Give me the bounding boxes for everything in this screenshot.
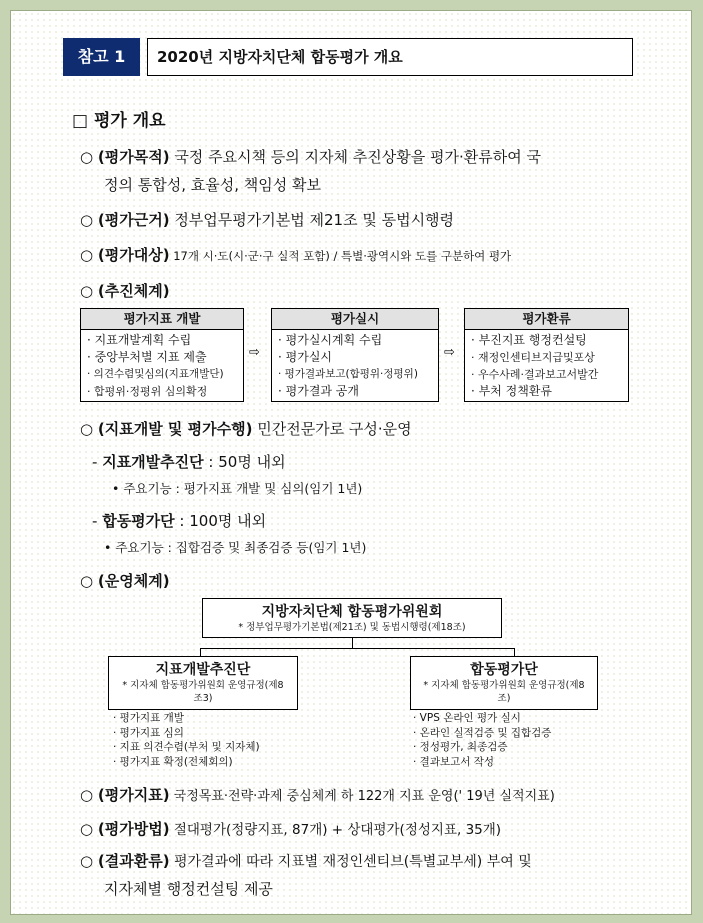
- org-right-title: 합동평가단: [470, 662, 538, 678]
- org-committee-title: 지방자치단체 합동평가위원회: [261, 604, 443, 620]
- flow-item: · 평가실시계획 수립: [278, 333, 383, 347]
- system-label: (추진체계): [97, 282, 170, 300]
- purpose-text: 국정 주요시책 등의 지자체 추진상황을 평가·환류하여 국: [169, 148, 541, 166]
- feedback-text: 평가결과에 따라 지표별 재정인센티브(특별교부세) 부여 및: [169, 854, 532, 870]
- feedback-text-cont: 지자체별 행정컨설팅 제공: [104, 880, 273, 898]
- item-dev: [80, 418, 412, 440]
- method-text: 절대평가(정량지표, 87개) + 상대평가(정성지표, 35개): [169, 822, 502, 838]
- org-list-item: · 평가지표 심의: [113, 726, 184, 739]
- section-heading: [72, 106, 166, 131]
- org-list-item: · 평가지표 개발: [113, 712, 184, 724]
- target-text: 17개 시·도(시·군·구 실적 포함) / 특별·광역시와 도를 구분하여 평가: [169, 249, 512, 263]
- circle-bullet: ○: [80, 420, 94, 438]
- dash: -: [92, 512, 98, 530]
- flow-item: · 평가결과보고(합평위·정평위): [278, 368, 418, 380]
- org-left-list: [113, 711, 260, 769]
- org-left-title: 지표개발추진단: [155, 662, 251, 678]
- circle-bullet: ○: [80, 852, 94, 870]
- org-right-box: [410, 656, 598, 710]
- circle-bullet: ○: [80, 246, 94, 264]
- org-list-item: · 지표 의견수렴(부처 및 지자체): [113, 741, 260, 753]
- flow-item: · 중앙부처별 지표 제출: [87, 350, 207, 364]
- org-list-item: · 온라인 실적검증 및 집합검증: [413, 726, 552, 739]
- flow-box-title: 평가지표 개발: [81, 309, 243, 330]
- indicator-label: (평가지표): [97, 786, 170, 804]
- org-list-item: · 정성평가, 최종검증: [413, 741, 508, 753]
- item-system: [80, 280, 170, 302]
- dash: -: [92, 453, 98, 471]
- org-left-box: [108, 656, 298, 710]
- flow-item: · 부처 정책환류: [471, 384, 552, 398]
- circle-bullet: ○: [80, 786, 94, 804]
- flow-item: · 합평위·정평위 심의확정: [87, 385, 208, 398]
- org-right-note: * 지자체 합동평가위원회 운영규정(제8: [423, 680, 585, 691]
- flow-item: · 지표개발계획 수립: [87, 333, 192, 347]
- team-duty: • 주요기능 : 평가지표 개발 및 심의(임기 1년): [112, 481, 363, 496]
- basis-text: 정부업무평가기본법 제21조 및 동법시행령: [169, 211, 455, 229]
- org-left-note: * 지자체 합동평가위원회 운영규정(제8: [122, 680, 284, 691]
- circle-bullet: ○: [80, 282, 94, 300]
- org-connector: [200, 648, 514, 649]
- org-committee-box: [202, 598, 502, 638]
- flow-box-title: 평가실시: [272, 309, 438, 330]
- org-left-note-cont: 조3): [193, 693, 213, 704]
- circle-bullet: ○: [80, 211, 94, 229]
- page-title: 2020년 지방자치단체 합동평가 개요: [147, 38, 633, 76]
- circle-bullet: ○: [80, 148, 94, 166]
- org-list-item: · 평가지표 확정(전체회의): [113, 755, 233, 768]
- flow-item: · 의견수렴및심의(지표개발단): [87, 368, 224, 380]
- reference-badge: 참고 1: [63, 38, 140, 76]
- org-right-list: [413, 711, 551, 769]
- flow-arrow: ⇨: [444, 345, 455, 360]
- team-name: 지표개발추진단: [102, 453, 204, 471]
- team-name: 합동평가단: [102, 512, 175, 530]
- team-size: : 100명 내외: [174, 512, 267, 530]
- team-indicator-dev: [92, 451, 286, 473]
- flow-item: · 부진지표 행정컨설팅: [471, 333, 587, 347]
- flow-item: · 우수사례·결과보고서발간: [471, 368, 599, 381]
- flow-arrow: ⇨: [249, 345, 260, 360]
- team-joint-eval: [92, 510, 266, 532]
- feedback-label: (결과환류): [97, 852, 170, 870]
- flow-box-title: 평가환류: [465, 309, 628, 330]
- method-label: (평가방법): [97, 820, 170, 838]
- indicator-text: 국정목표·전략·과제 중심체계 하 122개 지표 운영(' 19년 실적지표): [169, 789, 555, 804]
- purpose-label: (평가목적): [97, 148, 170, 166]
- dev-text: 민간전문가로 구성·운영: [252, 420, 412, 438]
- target-label: (평가대상): [97, 246, 170, 264]
- section-bullet: □: [72, 111, 89, 131]
- flow-box-indicator-dev: [80, 308, 244, 402]
- section-title: 평가 개요: [93, 111, 166, 131]
- purpose-text-cont: 정의 통합성, 효율성, 책임성 확보: [104, 176, 321, 194]
- item-indicator: [80, 784, 555, 808]
- item-basis: [80, 209, 454, 231]
- org-committee-note: * 정부업무평가기본법(제21조) 및 동법시행령(제18조): [238, 622, 466, 633]
- flow-item: · 평가결과 공개: [278, 384, 359, 398]
- circle-bullet: ○: [80, 820, 94, 838]
- basis-label: (평가근거): [97, 211, 170, 229]
- flow-box-feedback: [464, 308, 629, 402]
- org-list-item: · 결과보고서 작성: [413, 755, 495, 768]
- item-target: [80, 244, 511, 267]
- operation-label: (운영체계): [97, 572, 170, 590]
- circle-bullet: ○: [80, 572, 94, 590]
- item-method: [80, 818, 501, 841]
- item-purpose: [80, 146, 541, 168]
- flow-item: · 평가실시: [278, 350, 332, 364]
- item-operation: [80, 570, 170, 592]
- org-right-note-cont: 조): [497, 693, 511, 704]
- flow-box-evaluation: [271, 308, 439, 402]
- item-feedback: [80, 850, 532, 873]
- org-list-item: · VPS 온라인 평가 실시: [413, 712, 521, 724]
- dev-label: (지표개발 및 평가수행): [97, 420, 253, 438]
- flow-item: · 재정인센티브지급및포상: [471, 351, 595, 364]
- team-duty: • 주요기능 : 집합검증 및 최종검증 등(임기 1년): [104, 540, 367, 555]
- team-size: : 50명 내외: [203, 453, 286, 471]
